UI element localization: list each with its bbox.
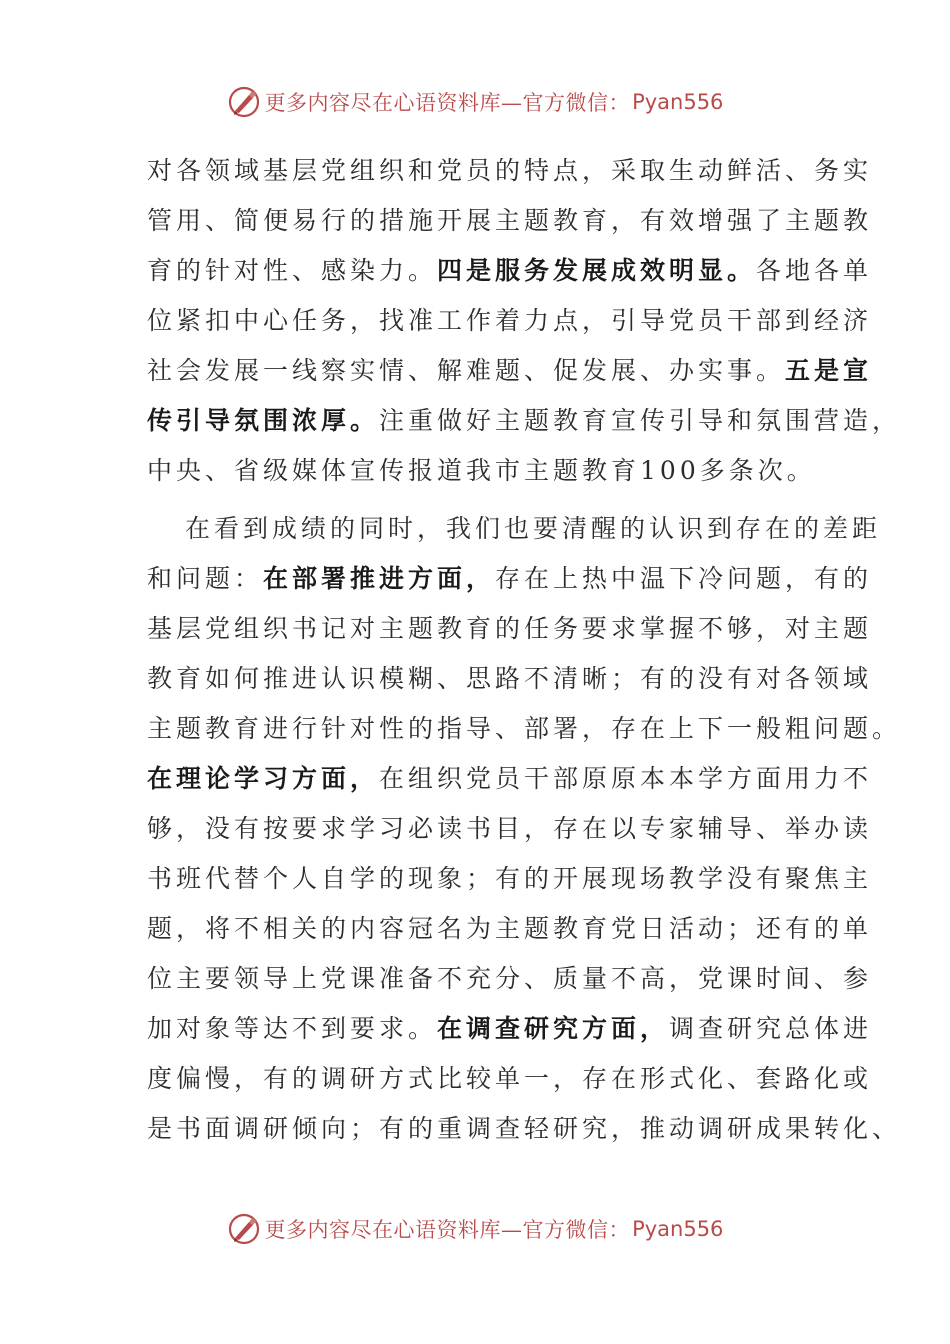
bold-heading-text: 在部署推进方面， (263, 564, 496, 593)
body-text: 加对象等达不到要求。 (147, 1014, 438, 1043)
body-text: 各地各单 (756, 256, 873, 285)
body-text: 管用、简便易行的措施开展主题教育，有效增强了主题教 (147, 206, 873, 235)
body-text: 主题教育进行针对性的指导、部署，存在上下一般粗问题。 (147, 714, 902, 743)
text-line (147, 954, 873, 1004)
header-banner-text: 更多内容尽在心语资料库—官方微信： (264, 91, 631, 115)
text-line (147, 396, 902, 446)
body-text: 和问题： (147, 564, 264, 593)
text-line (147, 1054, 873, 1104)
body-text: 够，没有按要求学习必读书目，存在以专家辅导、举办读 (147, 814, 873, 843)
text-line (147, 554, 873, 604)
body-text: 对各领域基层党组织和党员的特点，采取生动鲜活、务实 (147, 156, 873, 185)
bold-heading-text: 在理论学习方面， (147, 764, 380, 793)
footer-banner-id: Pyan556 (632, 1217, 724, 1241)
body-text: 位主要领导上党课准备不充分、质量不高，党课时间、参 (147, 964, 873, 993)
body-text: 是书面调研倾向；有的重调查轻研究，推动调研成果转化、 (147, 1114, 902, 1143)
text-line (147, 754, 873, 804)
text-line (147, 1004, 873, 1054)
text-line (147, 654, 873, 704)
text-line (147, 504, 882, 554)
body-text: 书班代替个人自学的现象；有的开展现场教学没有聚焦主 (147, 864, 873, 893)
text-line (147, 146, 873, 196)
document-body (147, 146, 902, 1154)
pen-logo-icon (227, 85, 261, 119)
bold-heading-text: 在调查研究方面， (437, 1014, 670, 1043)
header-banner (0, 82, 950, 122)
bold-heading-text: 传引导氛围浓厚。 (147, 406, 380, 435)
text-line (147, 246, 873, 296)
body-text: 存在上热中温下冷问题，有的 (495, 564, 873, 593)
body-text: 题，将不相关的内容冠名为主题教育党日活动；还有的单 (147, 914, 873, 943)
text-line (147, 196, 873, 246)
text-line (147, 854, 873, 904)
body-text: 度偏慢，有的调研方式比较单一，存在形式化、套路化或 (147, 1064, 873, 1093)
header-banner-id: Pyan556 (632, 90, 724, 114)
bold-heading-text: 五是宣 (785, 356, 873, 385)
text-line (147, 604, 873, 654)
body-text: 中央、省级媒体宣传报道我市主题教育100多条次。 (147, 456, 816, 485)
text-line (147, 296, 873, 346)
body-text: 调查研究总体进 (669, 1014, 873, 1043)
text-line (147, 1104, 902, 1154)
paragraph-gap (147, 496, 807, 504)
text-line (147, 704, 902, 754)
footer-banner-text: 更多内容尽在心语资料库—官方微信： (264, 1218, 631, 1242)
body-text: 社会发展一线察实情、解难题、促发展、办实事。 (147, 356, 786, 385)
pen-logo-icon (227, 1212, 261, 1246)
text-line (147, 904, 873, 954)
text-line (147, 446, 816, 496)
body-text: 育的针对性、感染力。 (147, 256, 438, 285)
body-text: 在看到成绩的同时，我们也要清醒的认识到存在的差距 (185, 514, 882, 543)
text-line (147, 346, 873, 396)
body-text: 基层党组织书记对主题教育的任务要求掌握不够，对主题 (147, 614, 873, 643)
body-text: 位紧扣中心任务，找准工作着力点，引导党员干部到经济 (147, 306, 873, 335)
body-text: 注重做好主题教育宣传引导和氛围营造， (379, 406, 902, 435)
footer-banner (0, 1209, 950, 1249)
text-line (147, 804, 873, 854)
body-text: 在组织党员干部原原本本学方面用力不 (379, 764, 873, 793)
body-text: 教育如何推进认识模糊、思路不清晰；有的没有对各领域 (147, 664, 873, 693)
bold-heading-text: 四是服务发展成效明显。 (437, 256, 757, 285)
